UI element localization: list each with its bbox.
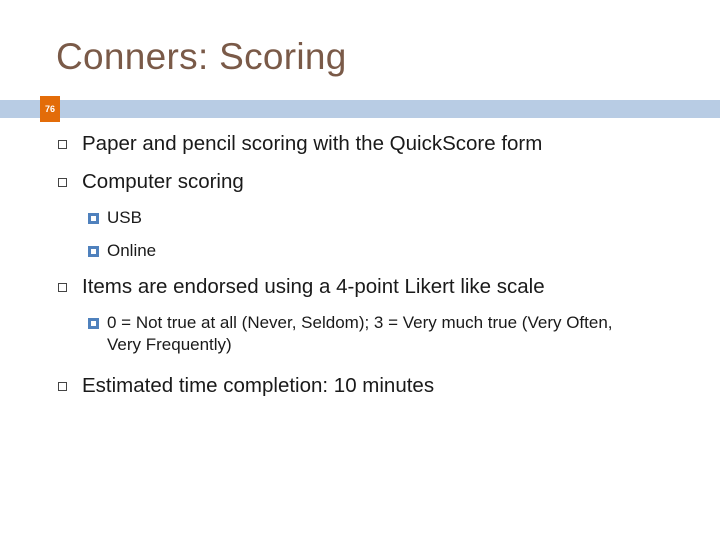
hollow-square-bullet-icon — [58, 140, 67, 149]
slide-title: Conners: Scoring — [56, 36, 347, 77]
filled-square-bullet-icon — [88, 318, 99, 329]
bullet-text: Computer scoring — [82, 170, 244, 193]
header-rule-left — [0, 100, 40, 118]
bullet-text: Items are endorsed using a 4-point Likert like scale — [82, 275, 545, 298]
bullet-item — [58, 131, 698, 158]
page-number: 76 — [44, 104, 55, 114]
bullet-text: Estimated time completion: 10 minutes — [82, 374, 435, 397]
bullet-text: Paper and pencil scoring with the QuickScore form — [82, 132, 543, 155]
filled-square-bullet-icon — [88, 213, 99, 224]
sub-bullet-text: Online — [107, 241, 157, 260]
page-number-badge — [40, 96, 60, 122]
hollow-square-bullet-icon — [58, 178, 67, 187]
filled-square-bullet-icon — [88, 246, 99, 257]
sub-bullet-item — [88, 312, 648, 356]
bullet-item — [58, 373, 698, 400]
sub-bullet-item — [88, 207, 688, 229]
sub-bullet-text: USB — [107, 208, 142, 227]
bullet-item — [58, 169, 698, 196]
sub-bullet-item — [88, 240, 688, 262]
header-rule-right — [60, 100, 720, 118]
hollow-square-bullet-icon — [58, 382, 67, 391]
sub-bullet-text: 0 = Not true at all (Never, Seldom); 3 = Very much true (Very Often, Very Frequently) — [107, 313, 613, 355]
hollow-square-bullet-icon — [58, 283, 67, 292]
bullet-item — [58, 274, 698, 301]
